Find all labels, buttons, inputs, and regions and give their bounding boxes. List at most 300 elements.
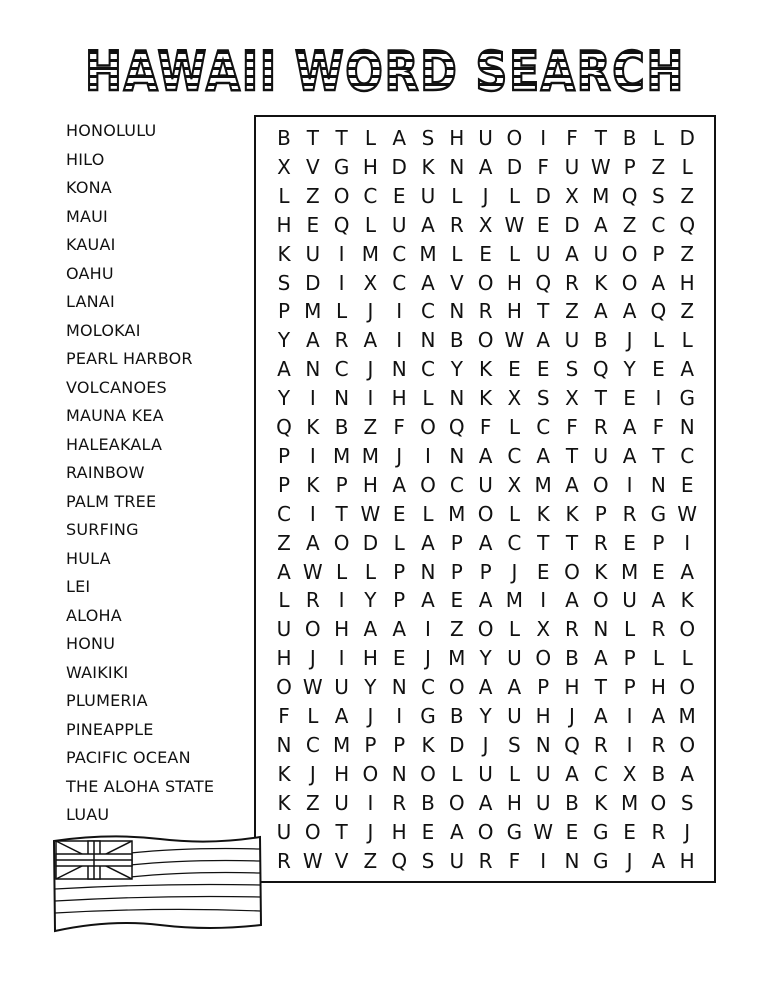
grid-cell: I	[425, 617, 431, 642]
grid-row	[256, 297, 714, 325]
grid-cell: A	[536, 328, 551, 353]
grid-cell: G	[593, 848, 609, 873]
grid-cell: P	[393, 588, 406, 613]
grid-cell: X	[478, 212, 493, 237]
grid-cell: M	[304, 299, 322, 324]
grid-cell: U	[478, 126, 493, 150]
grid-cell: E	[306, 212, 320, 237]
grid-cell: R	[593, 415, 608, 439]
grid-cell: E	[565, 819, 579, 844]
word-list-item: LUAU	[66, 805, 110, 824]
grid-cell: L	[278, 588, 290, 613]
grid-cell: K	[479, 357, 493, 382]
grid-cell: U	[334, 675, 349, 700]
grid-cell: D	[506, 154, 523, 179]
grid-cell: K	[594, 270, 608, 295]
grid-cell: K	[277, 790, 291, 815]
grid-row	[256, 500, 714, 528]
grid-cell: X	[536, 617, 551, 642]
word-list-item: HONOLULU	[66, 121, 157, 140]
grid-cell: I	[540, 848, 547, 873]
grid-cell: P	[393, 732, 406, 757]
grid-cell: A	[363, 617, 378, 642]
word-list-item: PALM TREE	[66, 491, 157, 511]
grid-cell: L	[681, 154, 693, 179]
grid-cell: P	[652, 530, 665, 555]
grid-cell: O	[477, 328, 494, 353]
grid-cell: P	[277, 472, 291, 497]
grid-cell: N	[305, 357, 321, 382]
grid-cell: A	[565, 241, 579, 266]
grid-cell: C	[593, 761, 608, 786]
grid-row	[256, 384, 714, 412]
grid-row	[256, 702, 714, 730]
grid-cell: O	[679, 617, 696, 642]
grid-cell: L	[422, 501, 434, 526]
grid-cell: L	[336, 559, 348, 584]
grid-cell: P	[450, 530, 463, 555]
word-list-item: KAUAI	[66, 235, 116, 254]
grid-cell: P	[335, 472, 348, 497]
grid-row	[256, 124, 714, 152]
grid-cell: M	[534, 472, 552, 497]
grid-cell: X	[622, 761, 637, 786]
grid-cell: P	[623, 154, 636, 179]
grid-cell: I	[338, 646, 345, 671]
letter-grid	[254, 115, 716, 883]
grid-cell: K	[277, 241, 291, 266]
grid-cell: T	[335, 819, 348, 844]
grid-cell: M	[505, 588, 524, 613]
grid-cell: U	[507, 704, 522, 728]
grid-cell: J	[511, 559, 518, 584]
grid-cell: A	[478, 588, 493, 613]
grid-cell: M	[678, 704, 696, 728]
word-list-item: HONU	[66, 634, 116, 653]
grid-row	[256, 760, 714, 788]
grid-row	[256, 182, 714, 210]
grid-cell: W	[533, 819, 554, 844]
grid-cell: C	[334, 357, 349, 382]
grid-cell: H	[334, 761, 350, 786]
word-list-item: HILO	[66, 149, 105, 169]
grid-cell: J	[309, 761, 316, 786]
grid-cell: X	[507, 386, 522, 411]
grid-cell: Y	[364, 588, 377, 613]
grid-cell: L	[681, 646, 693, 671]
grid-cell: P	[623, 675, 636, 700]
word-list-item: PLUMERIA	[66, 691, 148, 710]
grid-cell: F	[566, 126, 578, 150]
grid-cell: S	[565, 357, 579, 382]
grid-cell: G	[679, 386, 695, 411]
grid-cell: P	[277, 299, 291, 324]
hawaii-flag-illustration	[50, 833, 265, 935]
grid-cell: S	[680, 790, 694, 815]
word-list-item: MAUNA KEA	[66, 406, 164, 425]
grid-cell: C	[449, 472, 464, 497]
grid-cell: I	[425, 443, 431, 468]
grid-cell: N	[449, 299, 465, 324]
word-list-item: KONA	[66, 178, 112, 197]
grid-cell: J	[367, 357, 374, 382]
grid-cell: A	[565, 472, 579, 497]
grid-cell: U	[478, 761, 493, 786]
grid-cell: K	[277, 761, 291, 786]
grid-row	[256, 644, 714, 672]
title-text: HAWAII WORD SEARCH	[85, 40, 685, 103]
grid-cell: I	[338, 588, 345, 613]
grid-cell: L	[652, 126, 664, 150]
grid-cell: Z	[680, 183, 695, 208]
grid-cell: Z	[449, 617, 464, 642]
grid-row	[256, 269, 714, 297]
grid-cell: L	[451, 241, 463, 266]
grid-row	[256, 558, 714, 586]
grid-cell: T	[594, 126, 607, 150]
grid-cell: O	[477, 270, 494, 295]
grid-cell: B	[593, 328, 608, 353]
grid-cell: A	[651, 588, 666, 613]
grid-cell: O	[276, 675, 292, 700]
grid-cell: P	[623, 646, 636, 671]
grid-cell: W	[360, 501, 381, 526]
grid-cell: M	[448, 646, 466, 671]
grid-cell: L	[508, 183, 520, 208]
grid-cell: R	[478, 299, 493, 324]
grid-cell: M	[419, 241, 437, 266]
grid-cell: W	[504, 328, 525, 353]
grid-cell: R	[593, 732, 608, 757]
grid-cell: J	[626, 328, 633, 353]
grid-cell: L	[508, 415, 520, 439]
word-list-item: ALOHA	[66, 605, 122, 625]
grid-cell: E	[536, 212, 550, 237]
grid-cell: E	[479, 241, 492, 266]
grid-cell: F	[479, 415, 492, 439]
grid-cell: F	[566, 415, 578, 439]
grid-cell: E	[652, 559, 665, 584]
grid-cell: A	[478, 154, 493, 179]
grid-cell: T	[594, 675, 607, 700]
grid-cell: A	[651, 848, 666, 873]
grid-cell: V	[449, 270, 464, 295]
grid-cell: O	[420, 472, 436, 497]
grid-cell: W	[677, 501, 698, 526]
grid-cell: A	[334, 704, 349, 728]
grid-cell: H	[276, 212, 292, 237]
word-list	[66, 120, 214, 833]
grid-cell: N	[276, 732, 292, 757]
grid-cell: J	[309, 646, 316, 671]
grid-cell: A	[305, 328, 320, 353]
grid-cell: N	[334, 386, 350, 411]
grid-cell: P	[364, 732, 377, 757]
grid-cell: U	[507, 646, 522, 671]
grid-cell: G	[420, 704, 436, 728]
grid-cell: U	[622, 588, 637, 613]
grid-cell: F	[537, 154, 549, 179]
grid-cell: L	[278, 183, 290, 208]
grid-cell: M	[620, 559, 639, 584]
grid-cell: I	[396, 704, 403, 728]
grid-cell: C	[680, 443, 695, 468]
grid-cell: O	[477, 501, 494, 526]
grid-cell: P	[393, 559, 406, 584]
grid-cell: W	[590, 154, 611, 179]
grid-row	[256, 586, 714, 614]
grid-cell: N	[593, 617, 609, 642]
word-list-item: VOLCANOES	[66, 377, 167, 397]
grid-cell: A	[277, 559, 291, 584]
grid-cell: P	[479, 559, 492, 584]
grid-cell: D	[679, 126, 695, 150]
grid-cell: O	[535, 646, 552, 671]
grid-row	[256, 211, 714, 239]
grid-cell: A	[680, 559, 695, 584]
grid-cell: U	[420, 183, 436, 208]
grid-cell: X	[363, 270, 378, 295]
page-title	[60, 38, 710, 102]
grid-row	[256, 731, 714, 759]
grid-cell: E	[652, 357, 665, 382]
grid-cell: B	[622, 126, 637, 150]
grid-cell: O	[448, 675, 465, 700]
grid-cell: Z	[363, 848, 378, 873]
grid-cell: L	[422, 386, 434, 411]
grid-cell: O	[304, 819, 321, 844]
grid-cell: K	[421, 732, 435, 757]
word-list-item: RAINBOW	[66, 463, 145, 482]
grid-cell: H	[276, 646, 292, 671]
grid-cell: B	[277, 126, 291, 150]
grid-cell: A	[622, 415, 637, 439]
grid-cell: I	[626, 704, 633, 728]
grid-cell: Y	[277, 386, 291, 411]
word-list-item: HALEAKALA	[66, 434, 163, 454]
grid-cell: J	[626, 848, 633, 873]
grid-cell: Q	[564, 732, 580, 757]
grid-cell: A	[392, 617, 407, 642]
grid-row	[256, 847, 714, 875]
grid-cell: N	[391, 675, 407, 700]
grid-cell: Q	[391, 848, 408, 873]
grid-cell: C	[507, 530, 522, 555]
grid-cell: E	[623, 819, 636, 844]
grid-cell: C	[507, 443, 522, 468]
grid-cell: W	[302, 675, 323, 700]
grid-cell: A	[421, 530, 435, 555]
grid-cell: N	[420, 559, 436, 584]
grid-cell: L	[508, 501, 520, 526]
word-list-item: PINEAPPLE	[66, 719, 154, 739]
grid-cell: A	[421, 212, 435, 237]
grid-cell: I	[684, 530, 691, 555]
grid-cell: H	[535, 704, 551, 728]
grid-cell: A	[593, 212, 608, 237]
grid-cell: I	[367, 790, 374, 815]
grid-cell: W	[302, 559, 323, 584]
grid-cell: U	[564, 328, 580, 353]
grid-cell: L	[307, 704, 319, 728]
grid-cell: A	[651, 270, 666, 295]
grid-cell: I	[309, 501, 316, 526]
grid-cell: E	[623, 386, 636, 411]
word-list-item: PEARL HARBOR	[66, 349, 193, 368]
grid-cell: X	[507, 472, 522, 497]
word-list-item: OAHU	[66, 263, 114, 283]
grid-cell: N	[391, 357, 407, 382]
grid-cell: O	[592, 588, 609, 613]
grid-cell: N	[420, 328, 436, 353]
grid-cell: R	[449, 212, 464, 237]
grid-cell: Q	[592, 357, 609, 382]
grid-cell: J	[367, 819, 374, 844]
grid-cell: B	[565, 790, 579, 815]
grid-cell: A	[680, 357, 695, 382]
grid-cell: K	[479, 386, 493, 411]
grid-cell: P	[277, 443, 291, 468]
grid-cell: C	[305, 732, 320, 757]
grid-cell: E	[508, 357, 521, 382]
grid-cell: L	[508, 241, 520, 266]
grid-cell: Q	[448, 415, 465, 439]
grid-cell: N	[449, 443, 465, 468]
grid-cell: U	[564, 154, 580, 179]
grid-cell: N	[650, 472, 666, 497]
grid-cell: J	[482, 183, 489, 208]
grid-cell: Y	[450, 357, 463, 382]
grid-cell: U	[535, 790, 551, 815]
grid-cell: I	[540, 126, 547, 150]
grid-cell: P	[652, 241, 665, 266]
grid-cell: G	[650, 501, 667, 526]
grid-cell: N	[679, 415, 695, 439]
grid-cell: A	[478, 530, 493, 555]
grid-cell: W	[302, 848, 323, 873]
grid-cell: L	[624, 617, 636, 642]
grid-cell: T	[306, 126, 319, 150]
grid-cell: L	[393, 530, 405, 555]
grid-cell: H	[362, 646, 378, 671]
grid-cell: I	[338, 241, 345, 266]
grid-cell: T	[335, 126, 348, 150]
grid-cell: S	[508, 732, 521, 757]
grid-cell: A	[651, 704, 666, 728]
grid-cell: I	[655, 386, 662, 411]
grid-cell: A	[536, 443, 551, 468]
grid-cell: B	[334, 415, 349, 439]
grid-cell: L	[451, 183, 463, 208]
grid-cell: G	[333, 154, 350, 179]
grid-cell: A	[421, 588, 435, 613]
grid-cell: T	[537, 530, 550, 555]
grid-cell: H	[506, 790, 522, 815]
grid-cell: M	[332, 732, 351, 757]
grid-cell: O	[477, 617, 494, 642]
grid-cell: Z	[277, 530, 291, 555]
grid-cell: S	[652, 183, 665, 208]
grid-cell: H	[506, 270, 522, 295]
grid-cell: I	[540, 588, 547, 613]
grid-cell: J	[684, 819, 691, 844]
grid-cell: O	[621, 241, 638, 266]
grid-cell: V	[334, 848, 349, 873]
grid-cell: A	[392, 472, 407, 497]
grid-cell: I	[626, 472, 633, 497]
grid-row	[256, 240, 714, 268]
grid-cell: A	[478, 443, 493, 468]
grid-cell: Q	[621, 183, 638, 208]
grid-cell: J	[396, 443, 403, 468]
grid-cell: O	[679, 675, 696, 700]
grid-cell: B	[565, 646, 579, 671]
grid-cell: E	[421, 819, 435, 844]
grid-cell: U	[535, 241, 551, 266]
grid-cell: Y	[479, 704, 492, 728]
grid-cell: R	[651, 617, 666, 642]
grid-cell: D	[305, 270, 321, 295]
grid-cell: X	[277, 154, 291, 179]
grid-cell: N	[535, 732, 551, 757]
grid-cell: L	[364, 559, 376, 584]
grid-cell: O	[333, 530, 350, 555]
grid-cell: R	[277, 848, 291, 873]
grid-cell: T	[594, 386, 607, 411]
grid-cell: L	[451, 761, 463, 786]
grid-cell: A	[593, 704, 608, 728]
grid-cell: A	[680, 761, 695, 786]
grid-cell: A	[421, 270, 435, 295]
grid-cell: D	[391, 154, 407, 179]
grid-cell: C	[421, 357, 435, 382]
grid-cell: I	[309, 386, 316, 411]
grid-cell: O	[592, 472, 609, 497]
grid-cell: W	[504, 212, 525, 237]
grid-cell: B	[651, 761, 666, 786]
grid-cell: L	[508, 617, 520, 642]
grid-cell: J	[425, 646, 431, 671]
grid-cell: Q	[276, 415, 292, 439]
grid-cell: S	[536, 386, 550, 411]
grid-cell: P	[594, 501, 607, 526]
grid-cell: E	[680, 472, 694, 497]
grid-cell: H	[506, 299, 522, 324]
grid-cell: G	[593, 819, 609, 844]
word-list-item: THE ALOHA STATE	[66, 776, 215, 796]
grid-cell: Z	[680, 241, 695, 266]
grid-cell: R	[651, 819, 666, 844]
grid-row	[256, 615, 714, 643]
grid-cell: P	[450, 559, 463, 584]
grid-cell: I	[396, 299, 403, 324]
grid-cell: N	[449, 154, 465, 179]
grid-cell: A	[449, 819, 464, 844]
grid-cell: U	[276, 819, 292, 844]
grid-cell: K	[594, 559, 608, 584]
grid-cell: H	[391, 819, 407, 844]
grid-cell: Q	[679, 212, 696, 237]
grid-cell: H	[334, 617, 350, 642]
grid-cell: Y	[277, 328, 291, 353]
grid-cell: T	[565, 443, 579, 468]
grid-cell: K	[536, 501, 550, 526]
grid-cell: Q	[333, 212, 350, 237]
grid-cell: M	[332, 443, 351, 468]
grid-cell: B	[421, 790, 435, 815]
grid-cell: E	[450, 588, 464, 613]
grid-cell: U	[535, 761, 551, 786]
